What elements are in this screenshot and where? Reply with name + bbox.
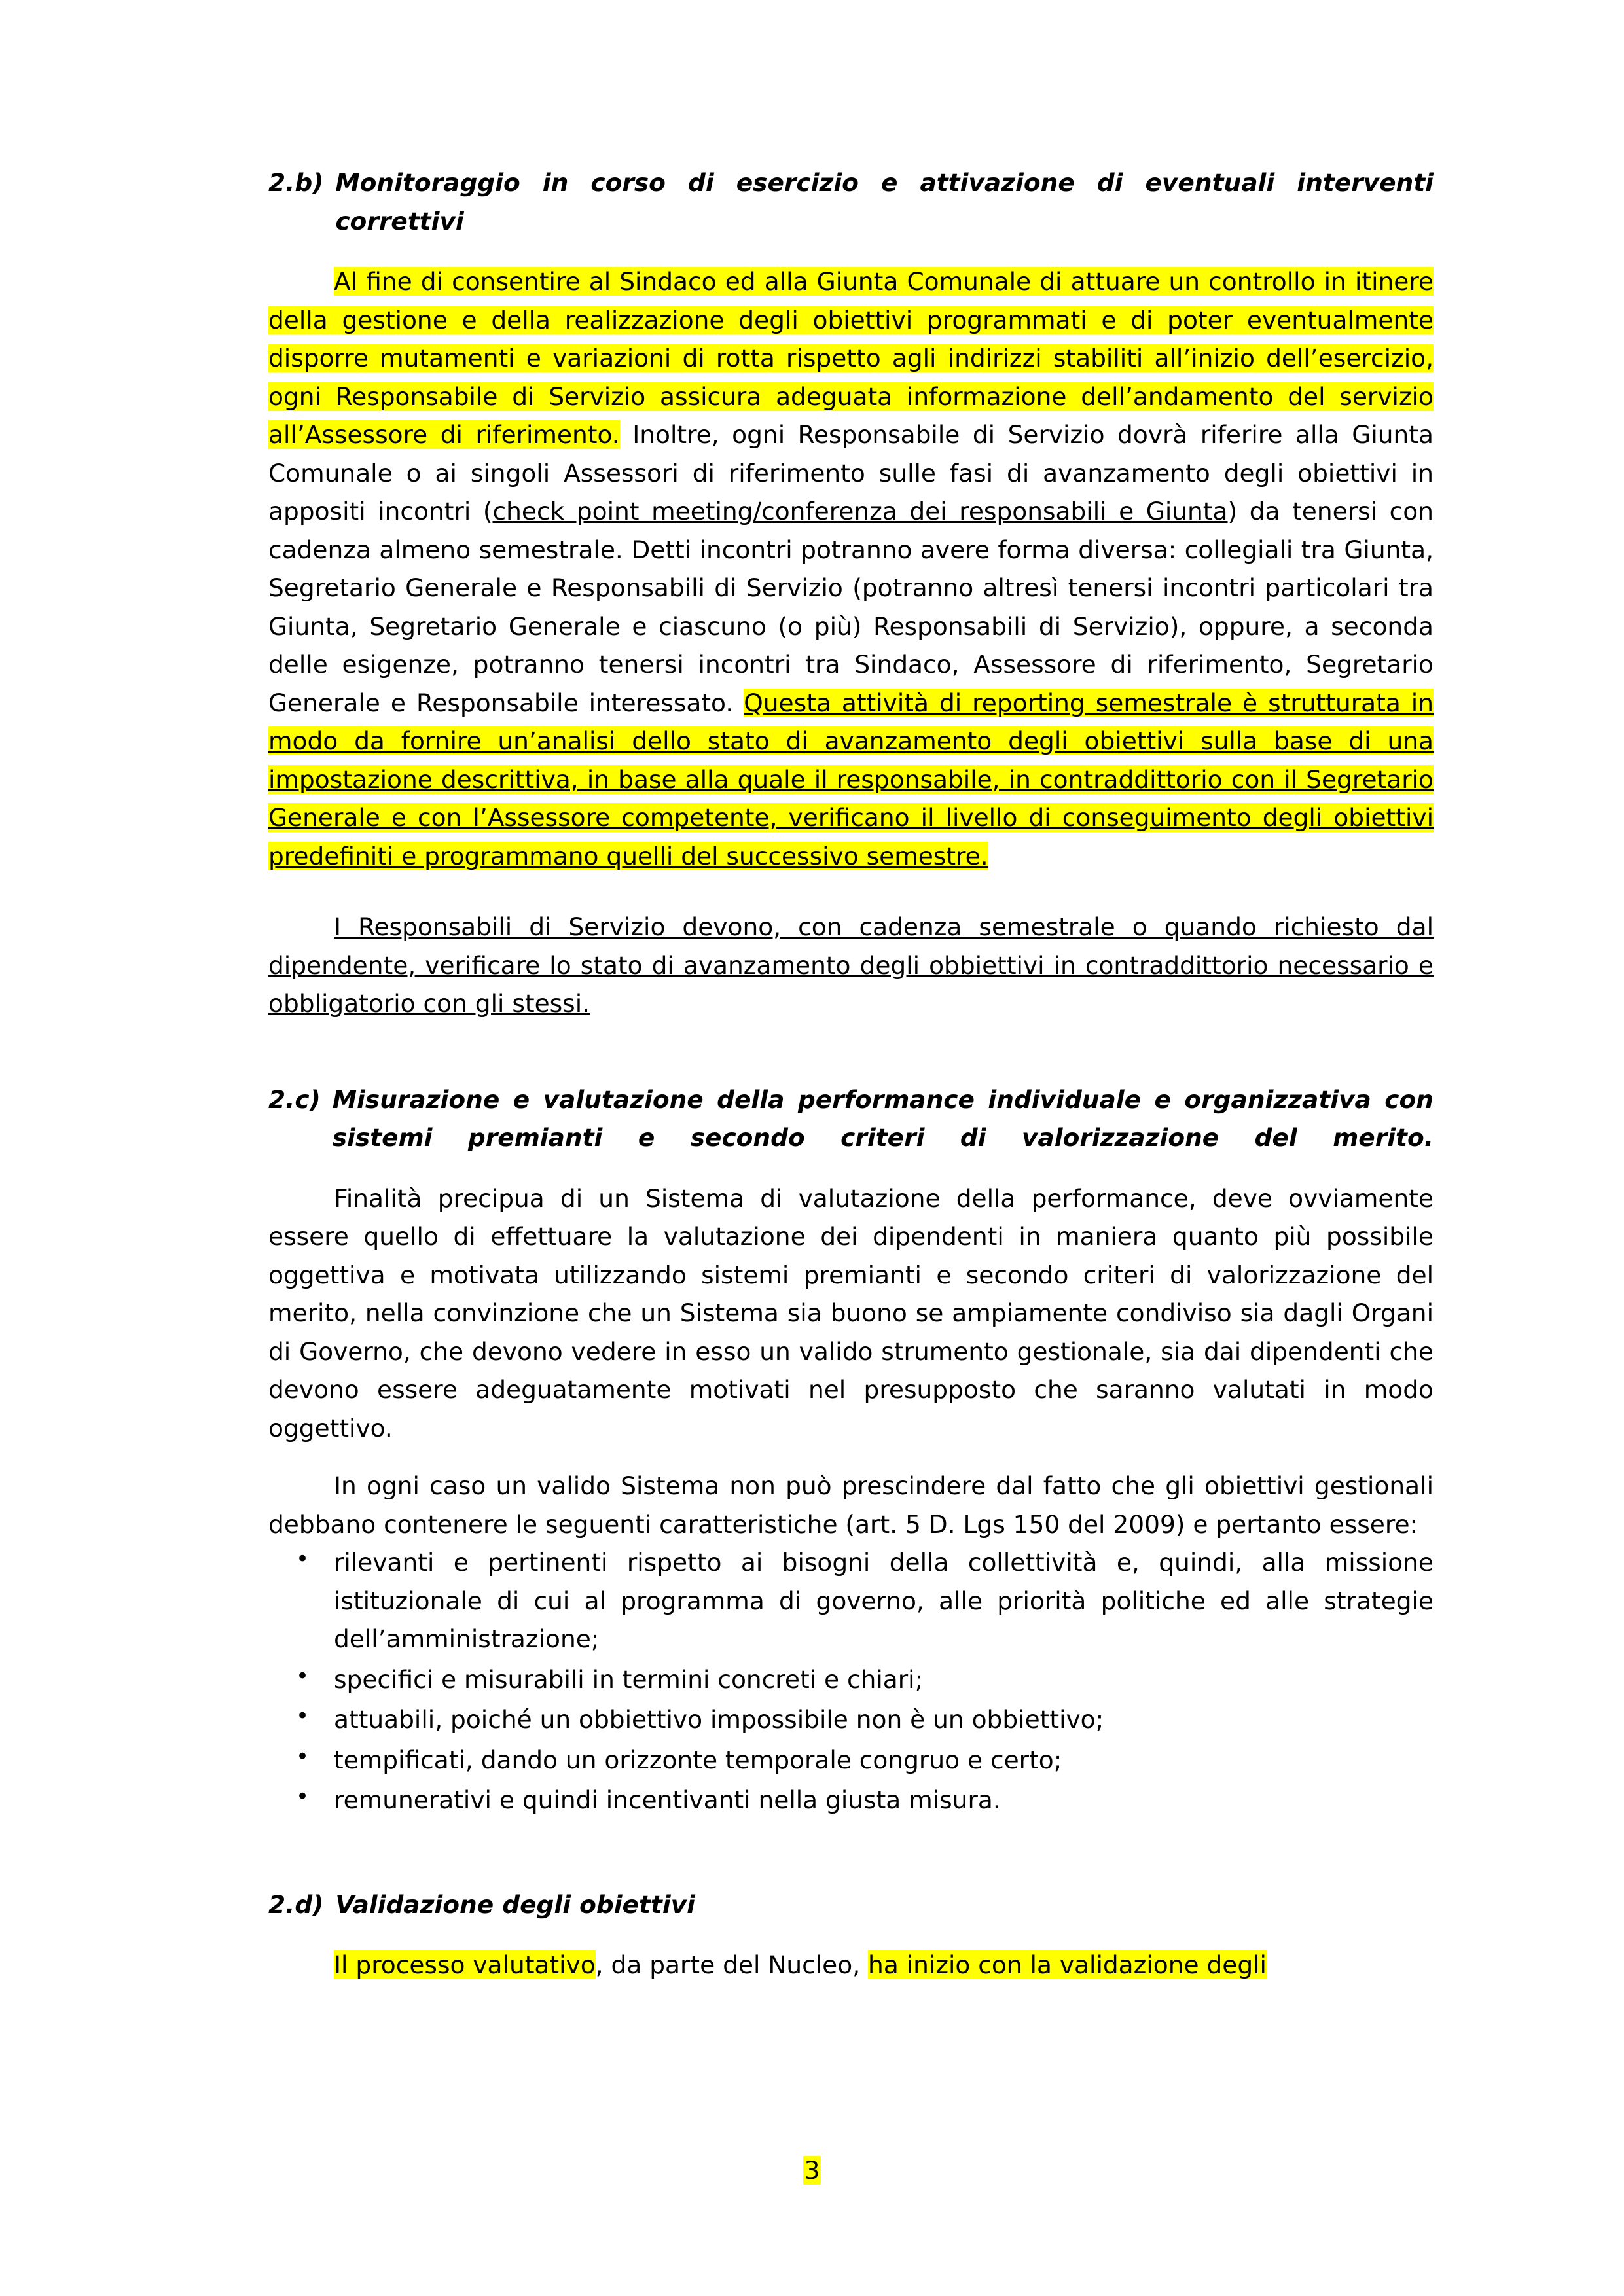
spacer: [268, 895, 1434, 908]
run-highlight: ha inizio con la validazione degli: [868, 1950, 1267, 1979]
spacer: [268, 1859, 1434, 1886]
run-highlight: Al fine di consentire al Sindaco ed alla Giunta Comunale di attuare un controllo in itinere della gestione e della realizzazione degli obiettivi programmati e di poter eventualmente disporre mutamenti e variazioni di rotta rispetto agli indirizzi stabiliti all’inizio dell’esercizio, ogni Responsabile di Servizio assicura adeguata informazione dell’andamento del servizio all’Assessore di riferimento.: [268, 267, 1434, 449]
heading-2d: [268, 1886, 1434, 1924]
page-number: [0, 2156, 1624, 2185]
heading-2c-title: Misurazione e valutazione della performance individuale e organizzativa con sistemi premianti e secondo criteri di valorizzazione del merito.: [332, 1085, 1434, 1152]
run-plain: ) da tenersi con cadenza almeno semestrale. Detti incontri potranno avere forma diversa: collegiali tra Giunta, Segretario Generale e Responsabili di Servizio (potranno altresì tenersi incontri particolari tra Giunta, Segretario Generale e ciascuno (o più) Responsabili di Servizio), oppure, a seconda delle esigenze, potranno tenersi incontri tra Sindaco, Assessore di riferimento, Segretario Generale e Responsabile interessato.: [268, 497, 1434, 717]
heading-2c-number: 2.c): [268, 1085, 321, 1114]
paragraph-2b-2: [268, 908, 1434, 1023]
list-item: • specifici e misurabili in termini concreti e chiari;: [268, 1660, 1434, 1699]
list-item: • attuabili, poiché un obbiettivo impossibile non è un obbiettivo;: [268, 1700, 1434, 1739]
list-item: • rilevanti e pertinenti rispetto ai bisogni della collettività e, quindi, alla missione istituzionale di cui al programma di governo, alle priorità politiche ed alle strategie dell’amministrazione;: [268, 1543, 1434, 1659]
paragraph-2c-2: [268, 1467, 1434, 1543]
run-underline: check point meeting/conferenza dei responsabili e Giunta: [492, 497, 1228, 526]
list-item: • tempificati, dando un orizzonte temporale congruo e certo;: [268, 1741, 1434, 1780]
run-plain: Inoltre, ogni Responsabile di Servizio dovrà riferire alla Giunta Comunale o ai singoli Assessori di riferimento sulle fasi di avanzamento degli obiettivi in appositi incontri (: [268, 420, 1434, 526]
paragraph-2d-1: [268, 1946, 1434, 1984]
heading-2b: [268, 164, 1434, 240]
heading-2c: [268, 1081, 1434, 1157]
run-plain: In ogni caso un valido Sistema non può prescindere dal fatto che gli obiettivi gestionali debbano contenere le seguenti caratteristiche (art. 5 D. Lgs 150 del 2009) e pertanto essere:: [268, 1471, 1434, 1539]
run-highlight: Il processo valutativo: [334, 1950, 596, 1979]
objective-characteristics-list: [268, 1543, 1434, 1820]
heading-2d-number: 2.d): [268, 1890, 324, 1919]
run-underline: I Responsabili di Servizio devono, con cadenza semestrale o quando richiesto dal dipendente, verificare lo stato di avanzamento degli obbiettivi in contraddittorio necessario e obbligatorio con gli stessi.: [268, 912, 1434, 1018]
list-item: • remunerativi e quindi incentivanti nella giusta misura.: [268, 1781, 1434, 1820]
paragraph-2c-1: [268, 1179, 1434, 1448]
run-plain: , da parte del Nucleo,: [595, 1950, 869, 1979]
document-content: [268, 164, 1434, 1984]
spacer: [268, 1043, 1434, 1081]
paragraph-2b-1: [268, 262, 1434, 875]
run-plain: Finalità precipua di un Sistema di valutazione della performance, deve ovviamente essere quello di effettuare la valutazione dei dipendenti in maniera quanto più possibile oggettiva e motivata utilizzando sistemi premianti e secondo criteri di valorizzazione del merito, nella convinzione che un Sistema sia buono se ampiamente condiviso sia dagli Organi di Governo, che devono vedere in esso un valido strumento gestionale, sia dai dipendenti che devono essere adeguatamente motivati nel presupposto che saranno valutati in modo oggettivo.: [268, 1183, 1434, 1443]
run-highlight-underline: Questa attività di reporting semestrale è strutturata in modo da fornire un’analisi dello stato di avanzamento degli obiettivi sulla base di una impostazione descrittiva, in base alla quale il responsabile, in contraddittorio con il Segretario Generale e con l’Assessore competente, verificano il livello di conseguimento degli obiettivi predefiniti e programmano quelli del successivo semestre.: [268, 688, 1434, 870]
page-number-value: 3: [804, 2156, 820, 2185]
heading-2b-number: 2.b): [268, 168, 324, 197]
heading-2d-title: Validazione degli obiettivi: [335, 1890, 696, 1919]
spacer: [268, 1821, 1434, 1859]
heading-2b-title: Monitoraggio in corso di esercizio e attivazione di eventuali interventi correttivi: [335, 168, 1434, 236]
